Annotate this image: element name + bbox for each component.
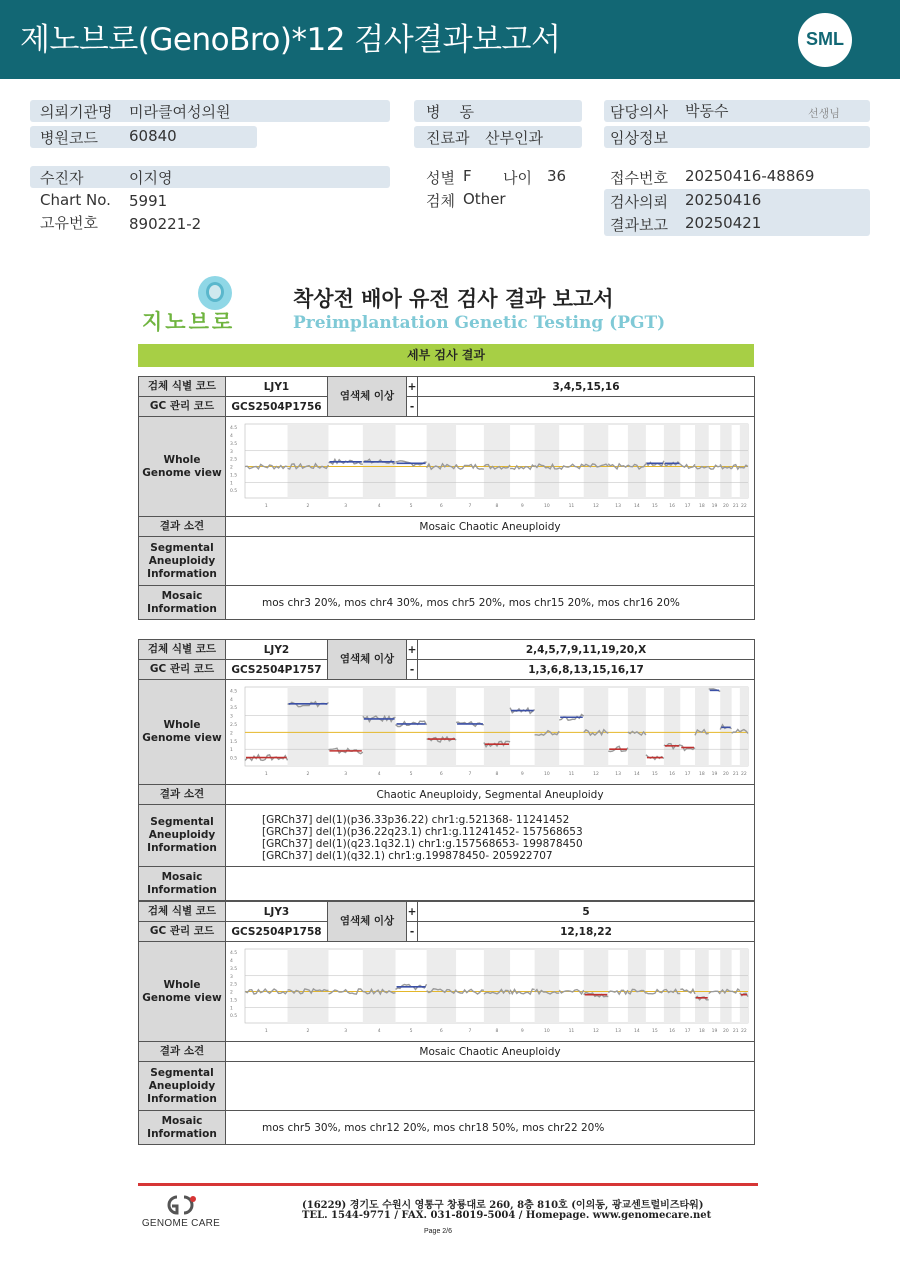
chromosome-band <box>720 949 731 1023</box>
x-tick-label: 9 <box>520 1029 524 1034</box>
segmental-label <box>138 536 226 586</box>
x-tick-label: 4 <box>377 772 381 777</box>
whole-genome-label <box>138 416 226 517</box>
x-tick-label: 12 <box>593 504 599 509</box>
x-tick-label: 6 <box>439 1029 443 1034</box>
x-tick-label: 1 <box>264 1029 268 1034</box>
mosaic-label-text: Mosaic Information <box>147 870 217 896</box>
whole-genome-label-text: Whole Genome view <box>142 978 222 1004</box>
gc-code-label-text: GC 관리 코드 <box>149 400 215 412</box>
specimen-label: 검체 <box>426 192 455 210</box>
gc-code-label <box>138 396 226 417</box>
segmental-label-text: Segmental Aneuploidy Information <box>147 1066 217 1105</box>
sample-code-label-text: 검체 식별 코드 <box>147 643 217 655</box>
segmental-label-text: Segmental Aneuploidy Information <box>147 816 217 854</box>
accession-value: 20250416-48869 <box>685 167 815 185</box>
chromosome-band <box>363 687 396 766</box>
chromosome-band <box>695 424 709 498</box>
x-tick-label: 12 <box>593 772 599 777</box>
whole-genome-label <box>138 679 226 785</box>
copy-number-plot <box>229 420 752 512</box>
doctor-value: 박동수 <box>685 102 729 120</box>
gc-code-label <box>138 921 226 942</box>
chromosome-band <box>695 949 709 1023</box>
sample-table <box>138 639 754 900</box>
sample-code-value-text: LJY1 <box>263 380 290 393</box>
x-tick-label: 8 <box>495 772 499 777</box>
y-tick-label: 4.5 <box>230 689 238 695</box>
whole-genome-plot-cell <box>225 679 755 785</box>
x-tick-label: 15 <box>652 504 658 509</box>
x-tick-label: 5 <box>409 772 413 777</box>
segmental-label <box>138 804 226 867</box>
age-label: 나이 <box>503 169 532 187</box>
chromosome-band <box>664 424 680 498</box>
y-tick-label: 3.5 <box>230 441 238 447</box>
chromosome-band <box>363 949 396 1023</box>
finding-value-text: Mosaic Chaotic Aneuploidy <box>419 1045 561 1058</box>
gc-code-value-text: GCS2504P1757 <box>231 663 322 676</box>
x-tick-label: 21 <box>732 504 739 509</box>
y-tick-label: 0.5 <box>230 756 238 762</box>
mosaic-value-text: mos chr3 20%, mos chr4 30%, mos chr5 20%, mos chr15 20%, mos chr16 20% <box>262 596 680 609</box>
finding-value-text: Chaotic Aneuploidy, Segmental Aneuploidy <box>376 788 604 801</box>
x-tick-label: 11 <box>568 504 575 509</box>
x-tick-label: 20 <box>723 772 729 777</box>
x-tick-label: 7 <box>468 504 472 509</box>
sex-value: F <box>463 167 472 185</box>
subject-row-bg <box>30 166 390 188</box>
sample-table <box>138 376 754 619</box>
x-tick-label: 22 <box>741 772 747 777</box>
footer-contact: TEL. 1544-9771 / FAX. 031-8019-5004 / Homepage. www.genomecare.net <box>302 1210 712 1221</box>
segmental-value <box>225 536 755 586</box>
segmental-label <box>138 1061 226 1111</box>
segmental-label-text: Segmental Aneuploidy Information <box>147 541 217 580</box>
y-tick-label: 2.5 <box>230 982 238 988</box>
x-tick-label: 5 <box>409 504 413 509</box>
y-tick-label: 1.5 <box>230 998 238 1004</box>
y-tick-label: 2 <box>230 465 233 471</box>
abnormality-label-text: 염색체 이상 <box>339 915 395 927</box>
finding-label <box>138 516 226 537</box>
section-title: 세부 검사 결과 <box>407 348 485 362</box>
gc-code-value <box>225 921 328 942</box>
x-tick-label: 2 <box>306 504 310 509</box>
chromosome-band <box>628 424 646 498</box>
sample-code-label <box>138 639 226 660</box>
x-tick-label: 4 <box>377 1029 381 1034</box>
x-tick-label: 16 <box>669 772 675 777</box>
y-tick-label: 2.5 <box>230 457 238 463</box>
ward-label: 병 동 <box>426 103 475 121</box>
y-tick-label: 3 <box>230 449 233 455</box>
x-tick-label: 18 <box>698 1029 705 1034</box>
gain-chromosomes-text: 3,4,5,15,16 <box>552 380 620 393</box>
mosaic-value <box>225 1110 755 1145</box>
x-tick-label: 22 <box>741 1029 747 1034</box>
loss-chromosomes <box>417 921 755 942</box>
y-tick-label: 1 <box>230 748 233 754</box>
sample-code-value <box>225 376 328 397</box>
copy-number-plot <box>229 683 752 780</box>
x-tick-label: 14 <box>634 504 640 509</box>
page-number: Page 2/6 <box>424 1228 453 1235</box>
x-tick-label: 13 <box>615 504 621 509</box>
loss-chromosomes <box>417 659 755 680</box>
x-tick-label: 8 <box>495 504 499 509</box>
chromosome-band <box>664 687 680 766</box>
y-tick-label: 3 <box>230 974 233 980</box>
gc-code-label <box>138 659 226 680</box>
x-tick-label: 2 <box>306 1029 310 1034</box>
sample-code-label-text: 검체 식별 코드 <box>147 380 217 392</box>
finding-label-text: 결과 소견 <box>159 788 205 800</box>
footer-divider <box>138 1183 758 1186</box>
x-tick-label: 18 <box>698 504 705 509</box>
gc-code-label-text: GC 관리 코드 <box>149 925 215 937</box>
copy-number-plot <box>229 945 752 1037</box>
gc-code-value-text: GCS2504P1758 <box>231 925 322 938</box>
y-tick-label: 3 <box>230 714 233 720</box>
sample-table <box>138 901 754 1144</box>
x-tick-label: 4 <box>377 504 381 509</box>
x-tick-label: 10 <box>544 504 550 509</box>
genobro-brand-text: 지노브로 <box>142 310 236 334</box>
document-title: 제노브로(GenoBro)*12 검사결과보고서 <box>20 22 561 58</box>
accession-label: 접수번호 <box>610 169 668 187</box>
abnormality-label <box>327 639 407 680</box>
chromosome-band <box>720 424 731 498</box>
sex-label: 성별 <box>426 169 455 187</box>
abnormality-label <box>327 376 407 417</box>
segmental-line: [GRCh37] del(1)(q23.1q32.1) chr1:g.157568653- 199878450 <box>262 838 583 850</box>
abnormality-label-text: 염색체 이상 <box>339 653 395 665</box>
loss-chromosomes-text: 1,3,6,8,13,15,16,17 <box>528 663 644 676</box>
x-tick-label: 11 <box>568 1029 575 1034</box>
whole-genome-plot-cell <box>225 416 755 517</box>
x-tick-label: 16 <box>669 504 675 509</box>
request-label: 검사의뢰 <box>610 193 668 211</box>
x-tick-label: 11 <box>568 772 575 777</box>
doctor-label: 담당의사 <box>610 103 668 121</box>
x-tick-label: 12 <box>593 1029 599 1034</box>
gain-chromosomes-text: 2,4,5,7,9,11,19,20,X <box>525 643 647 656</box>
x-tick-label: 10 <box>544 772 550 777</box>
loss-sign-text: - <box>409 925 415 938</box>
loss-sign-text: - <box>409 663 415 676</box>
y-tick-label: 2 <box>230 731 233 737</box>
hospital-code-value: 60840 <box>129 127 177 145</box>
x-tick-label: 18 <box>698 772 705 777</box>
sml-logo <box>798 13 852 67</box>
mosaic-label-text: Mosaic Information <box>147 589 217 615</box>
gc-code-value <box>225 659 328 680</box>
dept-label: 진료과 <box>426 129 470 147</box>
chromosome-band <box>427 949 456 1023</box>
chromosome-band <box>288 949 329 1023</box>
chromosome-band <box>427 424 456 498</box>
genobro-embryo-icon <box>206 282 224 302</box>
chromosome-band <box>628 949 646 1023</box>
finding-label-text: 결과 소견 <box>159 520 205 532</box>
abnormality-label <box>327 901 407 942</box>
chromosome-band <box>740 949 748 1023</box>
y-tick-label: 4.5 <box>230 951 238 957</box>
y-tick-label: 1 <box>230 481 233 487</box>
chromosome-band <box>584 424 609 498</box>
mosaic-value-text: mos chr5 30%, mos chr12 20%, mos chr18 50%, mos chr22 20% <box>262 1121 605 1134</box>
finding-label <box>138 784 226 805</box>
sample-code-value-text: LJY2 <box>263 643 290 656</box>
gain-sign-text: + <box>407 643 417 656</box>
whole-genome-label-text: Whole Genome view <box>142 453 222 479</box>
finding-value <box>225 516 755 537</box>
sample-code-label <box>138 376 226 397</box>
whole-genome-plot-cell <box>225 941 755 1042</box>
x-tick-label: 6 <box>439 504 443 509</box>
sample-code-label <box>138 901 226 922</box>
x-tick-label: 14 <box>634 1029 640 1034</box>
x-tick-label: 3 <box>344 1029 348 1034</box>
x-tick-label: 17 <box>684 504 691 509</box>
y-tick-label: 3.5 <box>230 706 238 712</box>
x-tick-label: 22 <box>741 504 747 509</box>
x-tick-label: 1 <box>264 772 268 777</box>
chromosome-band <box>664 949 680 1023</box>
subject-label: 수진자 <box>40 169 84 187</box>
whole-genome-label <box>138 941 226 1042</box>
x-tick-label: 6 <box>439 772 443 777</box>
clinical-label: 임상정보 <box>610 129 668 147</box>
mosaic-label <box>138 866 226 901</box>
y-tick-label: 4.5 <box>230 426 238 432</box>
loss-chromosomes-text: 12,18,22 <box>560 925 612 938</box>
x-tick-label: 8 <box>495 1029 499 1034</box>
x-tick-label: 19 <box>711 1029 718 1034</box>
chart-no-label: Chart No. <box>40 191 111 209</box>
abnormality-label-text: 염색체 이상 <box>339 390 395 402</box>
report-title-ko: 착상전 배아 유전 검사 결과 보고서 <box>293 287 614 311</box>
chromosome-band <box>484 949 510 1023</box>
x-tick-label: 9 <box>520 504 524 509</box>
footer-address: (16229) 경기도 수원시 영통구 창룡대로 260, 8층 810호 (이의동, 광교센트럴비즈타워) <box>302 1200 704 1211</box>
report-date: 20250421 <box>685 214 762 232</box>
y-tick-label: 4 <box>230 434 233 440</box>
header-bar <box>0 0 900 79</box>
section-title-bar <box>138 344 754 367</box>
x-tick-label: 5 <box>409 1029 413 1034</box>
x-tick-label: 21 <box>732 1029 739 1034</box>
x-tick-label: 20 <box>723 1029 729 1034</box>
x-tick-label: 13 <box>615 1029 621 1034</box>
y-tick-label: 1.5 <box>230 473 238 479</box>
institution-value: 미라클여성의원 <box>129 103 231 121</box>
gc-code-label-text: GC 관리 코드 <box>149 663 215 675</box>
segmental-line: [GRCh37] del(1)(p36.33p36.22) chr1:g.521368- 11241452 <box>262 814 570 826</box>
segmental-line: [GRCh37] del(1)(q32.1) chr1:g.199878450- 205922707 <box>262 850 553 862</box>
x-tick-label: 3 <box>344 504 348 509</box>
y-tick-label: 0.5 <box>230 489 238 495</box>
report-label: 결과보고 <box>610 216 668 234</box>
x-tick-label: 7 <box>468 1029 472 1034</box>
finding-value <box>225 784 755 805</box>
x-tick-label: 17 <box>684 772 691 777</box>
subject-value: 이지영 <box>129 169 173 187</box>
y-tick-label: 2 <box>230 990 233 996</box>
y-tick-label: 4 <box>230 697 233 703</box>
chromosome-band <box>740 687 748 766</box>
x-tick-label: 16 <box>669 1029 675 1034</box>
whole-genome-label-text: Whole Genome view <box>142 719 222 744</box>
genome-care-logo-icon <box>162 1194 202 1216</box>
segmental-value <box>225 804 755 867</box>
x-tick-label: 3 <box>344 772 348 777</box>
finding-label-text: 결과 소견 <box>159 1045 205 1057</box>
y-tick-label: 4 <box>230 959 233 965</box>
x-tick-label: 17 <box>684 1029 691 1034</box>
segmental-value <box>225 1061 755 1111</box>
sample-code-label-text: 검체 식별 코드 <box>147 905 217 917</box>
unique-no-label: 고유번호 <box>40 214 98 232</box>
genobro-logo <box>140 270 252 336</box>
chromosome-band <box>535 424 560 498</box>
mosaic-value <box>225 585 755 620</box>
mosaic-value <box>225 866 755 901</box>
sample-code-value <box>225 639 328 660</box>
gc-code-value-text: GCS2504P1756 <box>231 400 322 413</box>
y-tick-label: 3.5 <box>230 966 238 972</box>
gain-sign-text: + <box>407 380 417 393</box>
request-date: 20250416 <box>685 191 762 209</box>
finding-value-text: Mosaic Chaotic Aneuploidy <box>419 520 561 533</box>
y-tick-label: 1.5 <box>230 739 238 745</box>
chromosome-band <box>535 949 560 1023</box>
institution-label: 의뢰기관명 <box>40 103 113 121</box>
y-tick-label: 1 <box>230 1006 233 1012</box>
chart-no-value: 5991 <box>129 192 168 210</box>
chromosome-band <box>535 687 560 766</box>
x-tick-label: 9 <box>520 772 524 777</box>
mosaic-label <box>138 585 226 620</box>
loss-sign-text: - <box>409 400 415 413</box>
genome-care-name: GENOME CARE <box>141 1218 221 1229</box>
x-tick-label: 7 <box>468 772 472 777</box>
gain-sign-text: + <box>407 905 417 918</box>
chromosome-band <box>427 687 456 766</box>
loss-chromosomes <box>417 396 755 417</box>
y-tick-label: 2.5 <box>230 722 238 728</box>
gain-chromosomes <box>417 901 755 922</box>
chromosome-band <box>584 687 609 766</box>
specimen-value: Other <box>463 190 506 208</box>
mosaic-label <box>138 1110 226 1145</box>
doctor-suffix: 선생님 <box>808 107 840 120</box>
chromosome-band <box>584 949 609 1023</box>
report-title-en: Preimplantation Genetic Testing (PGT) <box>293 313 666 333</box>
age-value: 36 <box>547 167 567 185</box>
x-tick-label: 15 <box>652 772 658 777</box>
sample-code-value-text: LJY3 <box>263 905 290 918</box>
y-tick-label: 0.5 <box>230 1014 238 1020</box>
sample-code-value <box>225 901 328 922</box>
finding-value <box>225 1041 755 1062</box>
mosaic-label-text: Mosaic Information <box>147 1114 217 1140</box>
chromosome-band <box>740 424 748 498</box>
chromosome-band <box>484 424 510 498</box>
x-tick-label: 20 <box>723 504 729 509</box>
gain-chromosomes-text: 5 <box>582 905 590 918</box>
dept-value: 산부인과 <box>485 129 543 147</box>
chromosome-band <box>695 687 709 766</box>
chromosome-band <box>484 687 510 766</box>
hospital-code-label: 병원코드 <box>40 129 98 147</box>
gain-chromosomes <box>417 376 755 397</box>
x-tick-label: 2 <box>306 772 310 777</box>
x-tick-label: 21 <box>732 772 739 777</box>
x-tick-label: 13 <box>615 772 621 777</box>
segmental-line: [GRCh37] del(1)(p36.22q23.1) chr1:g.11241452- 157568653 <box>262 826 583 838</box>
x-tick-label: 15 <box>652 1029 658 1034</box>
gc-code-value <box>225 396 328 417</box>
chromosome-band <box>288 687 329 766</box>
x-tick-label: 19 <box>711 772 718 777</box>
unique-no-value: 890221-2 <box>129 215 202 233</box>
finding-label <box>138 1041 226 1062</box>
x-tick-label: 19 <box>711 504 718 509</box>
x-tick-label: 10 <box>544 1029 550 1034</box>
chromosome-band <box>628 687 646 766</box>
sml-logo-text: SML <box>806 29 844 49</box>
x-tick-label: 1 <box>264 504 268 509</box>
x-tick-label: 14 <box>634 772 640 777</box>
chromosome-band <box>288 424 329 498</box>
gain-chromosomes <box>417 639 755 660</box>
